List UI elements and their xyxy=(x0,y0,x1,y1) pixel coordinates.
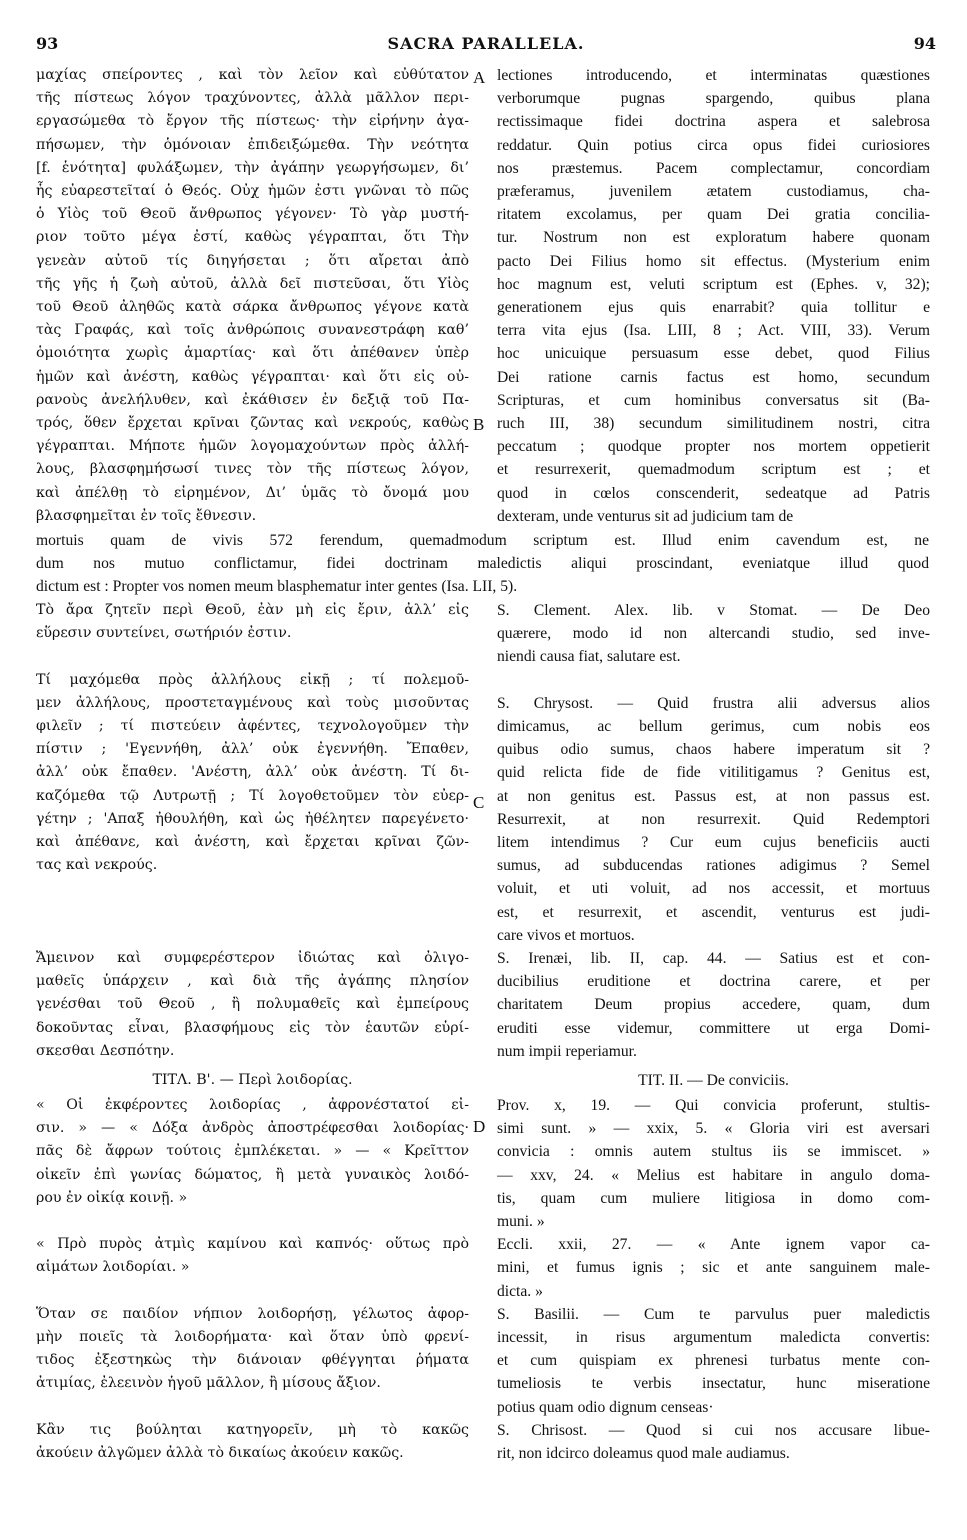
text-line: care vivos et mortuos. xyxy=(497,926,635,944)
text-line: convicia : omnis autem stultus iis se immiscet. » xyxy=(497,1143,930,1161)
text-line: μὴν ποιεῖς τὰ λοιδορήματα· καὶ ὅταν ὑπὸ φρενί- xyxy=(36,1329,469,1346)
text-line: muni. » xyxy=(497,1213,545,1231)
greek-column-block-c xyxy=(36,1094,469,1465)
text-line: πᾶς δὲ ἄφρων τούτοις ἐμπλέκεται. » — « Κρεῖττον xyxy=(36,1143,469,1160)
page-number-left: 93 xyxy=(36,34,59,53)
text-line: S. Chrysost. — Quid frustra alii adversus alios xyxy=(497,694,930,712)
text-line: eruditi esse videmur, committere ut erga Domi- xyxy=(497,1019,930,1037)
running-title: SACRA PARALLELA. xyxy=(387,34,585,53)
text-line: voluit, et uti voluit, ad nos accessit, et mortuus xyxy=(497,880,930,898)
text-line: S. Irenæi, lib. II, cap. 44. — Satius est et con- xyxy=(497,950,930,968)
spacer-line xyxy=(36,924,469,947)
text-line: dimicamus, ac bellum gerimus, cum nobis eos xyxy=(497,718,930,736)
text-line: μαθεῖς ὑπάρχειν , καὶ διὰ τῆς ἀγάπης πλησίον xyxy=(36,973,469,990)
spacer-line xyxy=(497,669,930,692)
text-line: et resurrexerit, quemadmodum scriptum est ; et xyxy=(497,461,930,479)
text-line: Ἄμεινον καὶ συμφερέστερον ἰδιώτας καὶ ὀλιγο- xyxy=(36,950,469,967)
text-line: ducibilius eruditione et doctrina carere, et per xyxy=(497,973,930,991)
text-line: — xxv, 24. « Melius est habitare in angulo doma- xyxy=(497,1166,930,1184)
spacer-line xyxy=(36,1210,469,1233)
text-line: φιλεῖν ; τί πιστεύειν ἀφέντες, τεχνολογοῦμεν τὴν xyxy=(36,718,469,735)
margin-letter-b: B xyxy=(473,415,485,434)
margin-letter-c: C xyxy=(473,793,485,812)
text-line: βλασφημεῖται ἐν τοῖς ἔθνεσιν. xyxy=(36,507,257,524)
text-line: Ὅταν σε παιδίον νήπιον λοιδορήσῃ, γέλωτος ἀφορ- xyxy=(36,1305,469,1322)
page-number-right: 94 xyxy=(913,34,936,53)
text-line: verborumque pugnas spargendo, quibus plana xyxy=(497,90,930,108)
greek-column-block-a xyxy=(36,64,469,528)
text-line: εργασώμεθα τὸ ἔργον τῆς πίστεως· τὴν εἰρήνην ἀγα- xyxy=(36,113,469,130)
text-line: pacto Dei Filius homo sit effectus. (Mysterium enim xyxy=(497,252,930,270)
text-line: « Οἱ ἐκφέροντες λοιδορίας , ἀφρονέστατοί εἰ- xyxy=(36,1097,469,1113)
text-line: ὁ Υἱὸς τοῦ Θεοῦ ἄνθρωπος γέγονεν· Τὸ γὰρ μυστή- xyxy=(36,206,469,223)
spacer-line xyxy=(36,1396,469,1419)
greek-column-block-b xyxy=(36,599,469,1063)
text-line: τοῦ Θεοῦ ἀληθῶς κατὰ σάρκα ἄνθρωπος γέγονε κατὰ xyxy=(36,299,469,316)
text-line: γενεὰν αὐτοῦ τίς διηγήσεται ; ὅτι αἴρεται ἀπὸ xyxy=(36,252,469,269)
latin-section-heading: TIT. II. — De conviciis. xyxy=(638,1072,789,1089)
text-line: σιν. » — « Δόξα ἀνδρὸς ἀποστρέφεσθαι λοιδορίας· xyxy=(36,1120,469,1137)
text-line: præferamus, juvenilem ætatem custodiamus, cha- xyxy=(497,183,930,201)
margin-letter-a: A xyxy=(473,68,486,87)
text-line: nos præstemus. Pacem complectamur, concordiam xyxy=(497,159,930,177)
text-line: [f. ἑνότητα] φυλάξωμεν, τὴν ἀγάπην γεωργήσωμεν, δι’ xyxy=(36,159,469,176)
text-line: hoc unicuique persuasum esse debet, quod Filius xyxy=(497,345,930,363)
text-line: Dei ratione carnis factus est homo, secundum xyxy=(497,368,930,386)
text-line: Κἂν τις βούληται κατηγορεῖν, μὴ τὸ κακῶς xyxy=(36,1421,469,1438)
text-line: ἡμῶν καὶ ἀνέστη, καθὼς γέγραπται· καὶ ὅτι εἰς οὐ- xyxy=(36,368,469,385)
text-line: γέγραπται. Μήποτε ἡμῶν λογομαχούντων πρὸς ἀλλή- xyxy=(36,438,469,455)
text-line: S. Basilii. — Cum te parvulus puer maledictis xyxy=(497,1305,930,1323)
text-line: dum nos mutuo conflictamur, fidei doctrinam maledictis aliqui proscindant, eveniatque illud quod xyxy=(36,555,929,573)
text-line: Resurrexit, at non resurrexit. Quid Redemptori xyxy=(497,810,930,828)
text-line: charitatem Deum propius accedere, quam, dum xyxy=(497,996,930,1014)
text-line: ruch III, 38) secundum similitudinem nostri, citra xyxy=(497,415,930,433)
text-line: Scripturas, et cum hominibus conversatus sit (Ba- xyxy=(497,391,930,409)
text-line: Τί μαχόμεθα πρὸς ἀλλήλους εἰκῇ ; τί πολεμοῦ- xyxy=(36,671,469,688)
text-line: πίστιν ; 'Εγεννήθη, ἀλλ’ οὐκ ἐγεννήθη. Ἔπαθεν, xyxy=(36,741,469,758)
text-line: dictum est : Propter vos nomen meum blasphematur inter gentes (Isa. LII, 5). xyxy=(36,578,518,596)
text-line: Eccli. xxii, 27. — « Ante ignem vapor ca- xyxy=(497,1236,930,1254)
text-line: lectiones introducendo, et interminatas quæstiones xyxy=(497,67,930,84)
spacer-line xyxy=(36,877,469,900)
text-line: λους, βλασφημήσωσί τινες τὸν τῆς πίστεως λόγον, xyxy=(36,461,469,478)
text-line: οἰκεῖν ἐπὶ γωνίας δώματος, ἢ μετὰ γυναικὸς λοιδό- xyxy=(36,1166,469,1183)
latin-column-block-b xyxy=(497,599,930,1063)
text-line: τιδος ἐξεστηκὼς τὴν διάνοιαν φθέγγηται ῥήματα xyxy=(36,1352,469,1369)
text-line: et cum quispiam ex phrenesi turbatus mente con- xyxy=(497,1352,930,1370)
text-line: αἱμάτων λοιδορίαι. » xyxy=(36,1259,190,1276)
text-line: litem intendimus ? Cur eum cujus beneficiis aucti xyxy=(497,834,930,852)
text-line: καὶ ἀπέθανε, καὶ ἀνέστη, καὶ ἔρχεται κρῖναι ζῶν- xyxy=(36,834,469,851)
text-line: γενέσθαι τοῦ Θεοῦ , ἢ πολυμαθεῖς καὶ ἐμπείρους xyxy=(36,996,469,1013)
text-line: simi sunt. » — xxix, 5. « Gloria viri est aversari xyxy=(497,1120,930,1138)
text-line: mini, et fumus ignis ; sic et ante sanguinem male- xyxy=(497,1259,930,1277)
text-line: quod in cœlos conscenderit, sedeatque ad Patris xyxy=(497,484,930,502)
text-line: tur. Nostrum non est exploratum habere quonam xyxy=(497,229,930,247)
full-width-latin-continuation xyxy=(36,529,929,599)
text-line: ὁμοιότητα χωρὶς ἁμαρτίας· καὶ ὅτι ἀπέθανεν ὑπὲρ xyxy=(36,345,469,362)
text-line: S. Clement. Alex. lib. v Stomat. — De Deo xyxy=(497,602,930,619)
spacer-line xyxy=(36,645,469,668)
text-line: peccatum ; quodque propter nos mortem oppetierit xyxy=(497,438,930,456)
text-line: hoc magnum est, veluti scriptum est (Ephes. v, 32); xyxy=(497,275,930,293)
text-line: μεν ἀλλήλους, προστεταγμένους καὶ τοὺς μισοῦντας xyxy=(36,694,469,711)
text-line: quærere, modo id non altercandi studio, sed inve- xyxy=(497,625,930,643)
greek-section-heading: ΤΙΤΛ. Β'. — Περὶ λοιδορίας. xyxy=(152,1072,353,1088)
text-line: sumus, ad subducendas rationes adigimus ? Semel xyxy=(497,857,930,875)
text-line: τῆς πίστεως λόγον τραχύνοντες, ἀλλὰ μᾶλλον περι- xyxy=(36,90,469,107)
text-line: ἧς εὐαρεστεῖταί ὁ Θεός. Οὐχ ἡμῶν ἐστι γνῶναι τὸ πῶς xyxy=(36,183,469,200)
text-line: dexteram, unde venturus sit ad judicium tam de xyxy=(497,507,794,525)
text-line: ἀλλ’ οὐκ ἔπαθεν. 'Ανέστη, ἀλλ’ οὐκ ἀνέστη. Τί δι- xyxy=(36,764,469,781)
text-line: generationem ejus quis enarrabit? quia tollitur e xyxy=(497,299,930,317)
text-line: terra vita ejus (Isa. LIII, 8 ; Act. VIII, 33). Verum xyxy=(497,322,930,340)
text-line: ἀκούειν ἀλγῶμεν ἀλλὰ τὸ δικαίως ἀκούειν κακῶς. xyxy=(36,1445,404,1462)
text-line: εὕρεσιν συντείνει, σωτήριόν ἐστιν. xyxy=(36,625,292,642)
text-line: mortuis quam de vivis 572 ferendum, quemadmodum scriptum est. Illud enim cavendum est, ne xyxy=(36,532,929,549)
text-line: ριον τοῦτο μέγα ἐστί, καθὼς γέγραπται, ὅτι Τὴν xyxy=(36,229,469,246)
spacer-line xyxy=(36,901,469,924)
text-line: ρανοὺς ἀνελήλυθεν, καὶ ἐκάθισεν ἐν δεξιᾷ τοῦ Πα- xyxy=(36,391,469,408)
page-header xyxy=(36,34,936,58)
text-line: ρου ἐν οἰκίᾳ κοινῇ. » xyxy=(36,1189,188,1206)
text-line: tis, quam cum muliere litigiosa in domo com- xyxy=(497,1189,930,1207)
text-line: rit, non idcirco doleamus quod male audiamus. xyxy=(497,1445,790,1463)
text-line: τας καὶ νεκρούς. xyxy=(36,857,158,874)
text-line: dicta. » xyxy=(497,1282,543,1300)
text-line: Prov. x, 19. — Qui convicia proferunt, stultis- xyxy=(497,1097,930,1114)
text-line: potius quam odio dignum censeas· xyxy=(497,1398,714,1416)
text-line: quibus odio sumus, chaos habere imperatum sit ? xyxy=(497,741,930,759)
spacer-line xyxy=(36,1280,469,1303)
text-line: S. Chrisost. — Quod si cui nos accusare libue- xyxy=(497,1421,930,1439)
text-line: πήσωμεν, τὴν ὁμόνοιαν ἐπιδειξώμεθα. Τὴν νεότητα xyxy=(36,136,469,153)
text-line: γέτην ; 'Απαξ ἠθουλήθη, καὶ ὡς ἠθέλητεν παρεγένετο· xyxy=(36,810,469,827)
text-line: incessit, in risus argumentum maledicta convertis: xyxy=(497,1329,930,1347)
latin-column-block-a xyxy=(497,64,930,528)
text-line: τρός, ὅθεν ἔρχεται κρῖναι ζῶντας καὶ νεκρούς, καθὼς xyxy=(36,415,469,432)
text-line: τὰς Γραφάς, καὶ τοῖς ἀνθρώποις συνανεστράφη καθ’ xyxy=(36,322,469,339)
text-line: Τὸ ἄρα ζητεῖν περὶ Θεοῦ, ἐὰν μὴ εἰς ἔριν, ἀλλ’ εἰς xyxy=(36,602,469,618)
text-line: reddatur. Quin potius circa opus fidei curiosiores xyxy=(497,136,930,154)
text-line: καζόμεθα τῷ Λυτρωτῇ ; Τί λογοθετοῦμεν τὸν εὐερ- xyxy=(36,787,469,804)
margin-letter-d: D xyxy=(473,1117,486,1136)
text-line: σκεσθαι Δεσπότην. xyxy=(36,1042,175,1059)
text-line: niendi causa fiat, salutare est. xyxy=(497,648,681,666)
text-line: ἀτιμίας, ἐλεεινὸν ἡγοῦ μᾶλλον, ἢ μίσους ἄξιον. xyxy=(36,1375,381,1392)
latin-column-block-c xyxy=(497,1094,930,1465)
text-line: num impii reperiamur. xyxy=(497,1042,637,1060)
text-line: τῆς γῆς ἡ ζωὴ αὐτοῦ, ἀλλὰ δεῖ πιστεῦσαι, ὅτι Υἱὸς xyxy=(36,275,469,292)
text-line: καὶ ἀπέλθῃ τὸ εἰρημένον, Δι’ ὑμᾶς τὸ ὄνομά μου xyxy=(36,484,469,501)
text-line: δοκοῦντας εἶναι, βλασφήμους εἰς τὸν ἑαυτῶν εὑρί- xyxy=(36,1019,469,1036)
text-line: est, et resurrexit, et ascendit, venturus est judi- xyxy=(497,903,930,921)
text-line: « Πρὸ πυρὸς ἀτμὶς καμίνου καὶ καπνός· οὕτως πρὸ xyxy=(36,1236,469,1253)
text-line: tumeliosis te verbis insectatur, hunc miseratione xyxy=(497,1375,930,1393)
text-line: rectissimaque fidei doctrina aspera et salebrosa xyxy=(497,113,930,131)
text-line: quid relicta fide de fide vitilitigamus ? Genitus est, xyxy=(497,764,930,782)
text-line: at non genitus est. Passus est, at non passus est. xyxy=(497,787,930,805)
text-line: ritatem excolamus, per quam Dei gratia concilia- xyxy=(497,206,930,224)
text-line: μαχίας σπείροντες , καὶ τὸν λεῖον καὶ εὐθύτατον xyxy=(36,67,469,83)
